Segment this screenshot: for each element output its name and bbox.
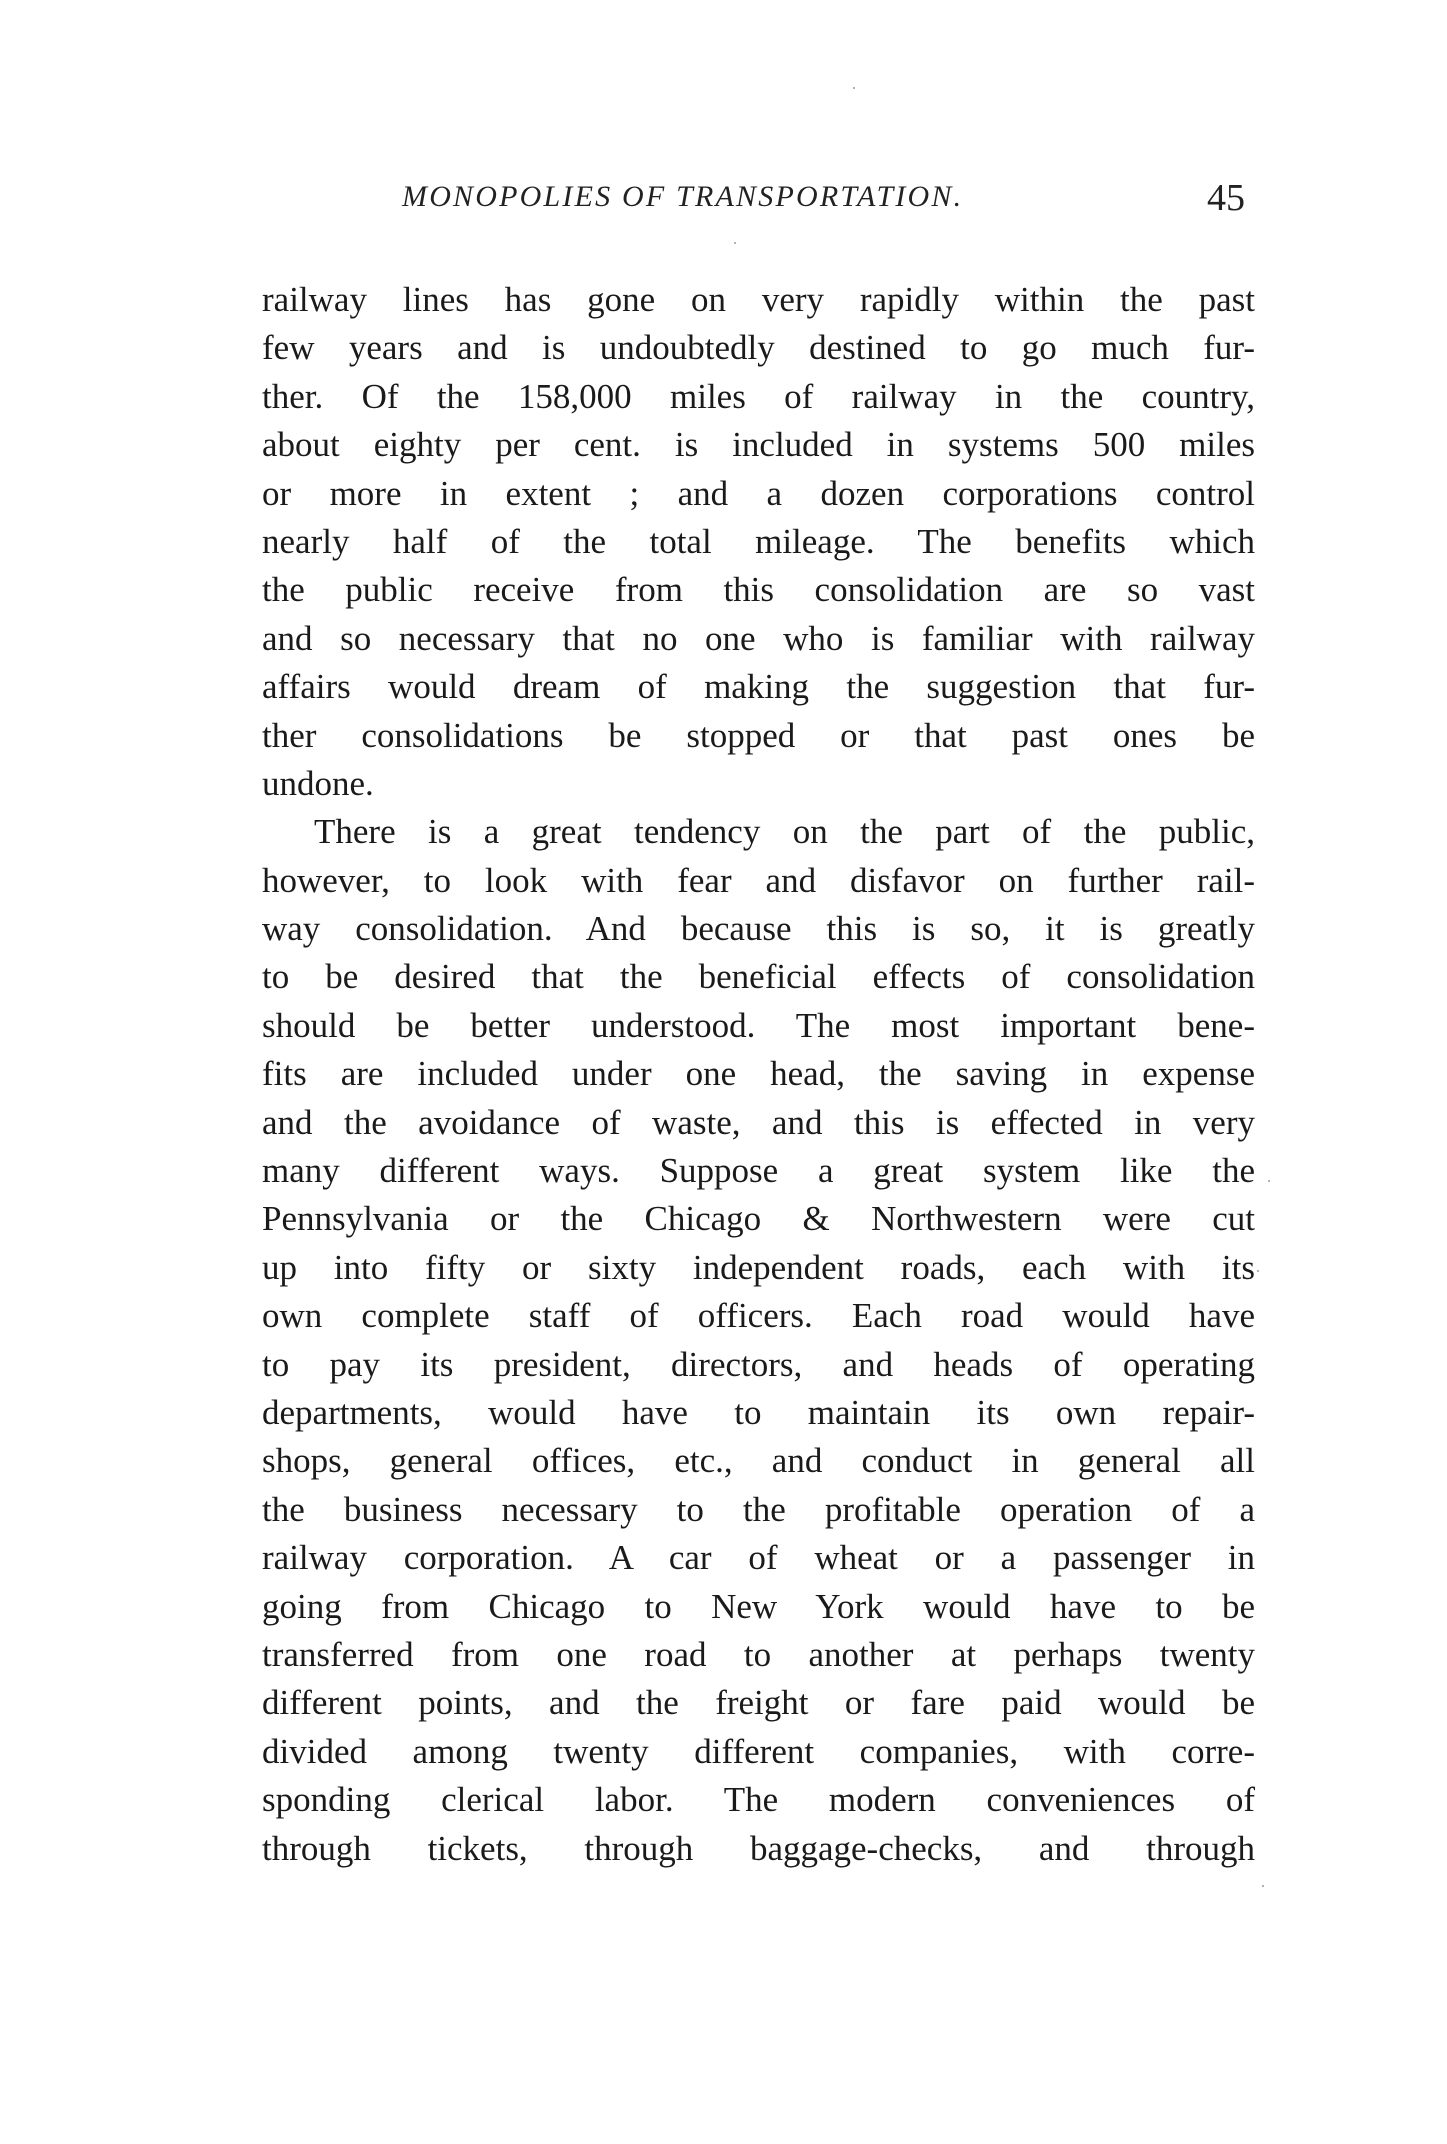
scan-speck xyxy=(853,87,855,89)
text-line: railway corporation. A car of wheat or a passenger in xyxy=(262,1538,1255,1578)
text-line: and so necessary that no one who is familiar with railway xyxy=(262,618,1255,658)
text-line: sponding clerical labor. The modern conveniences of xyxy=(262,1780,1255,1820)
text-line: many different ways. Suppose a great system like the xyxy=(262,1151,1255,1191)
text-line: to be desired that the beneficial effects of consolidation xyxy=(262,957,1255,997)
page-number: 45 xyxy=(1207,177,1245,219)
text-line: divided among twenty different companies, with corre- xyxy=(262,1731,1255,1771)
text-line: railway lines has gone on very rapidly within the past xyxy=(262,280,1255,319)
body-text xyxy=(262,276,1255,1873)
text-line: way consolidation. And because this is so, it is greatly xyxy=(262,909,1255,949)
paragraph-1 xyxy=(262,276,1255,808)
text-line: ther consolidations be stopped or that past ones be xyxy=(262,715,1255,755)
paragraph-2 xyxy=(262,808,1255,1873)
text-line: different points, and the freight or fare paid would be xyxy=(262,1683,1255,1723)
text-line: departments, would have to maintain its own repair- xyxy=(262,1392,1255,1432)
text-line: There is a great tendency on the part of the public, xyxy=(314,812,1255,852)
text-line: nearly half of the total mileage. The benefits which xyxy=(262,521,1255,561)
scan-speck xyxy=(1257,1270,1259,1272)
text-line: few years and is undoubtedly destined to go much fur- xyxy=(262,328,1255,368)
text-line: transferred from one road to another at perhaps twenty xyxy=(262,1634,1255,1674)
text-line: the public receive from this consolidation are so vast xyxy=(262,570,1255,610)
running-header xyxy=(262,172,1255,228)
text-line: Pennsylvania or the Chicago & Northwestern were cut xyxy=(262,1199,1255,1239)
scan-speck xyxy=(1262,1885,1264,1887)
text-line: the business necessary to the profitable operation of a xyxy=(262,1489,1255,1529)
text-line: should be better understood. The most important bene- xyxy=(262,1005,1255,1045)
text-line: ther. Of the 158,000 miles of railway in the country, xyxy=(262,376,1255,416)
text-line: fits are included under one head, the saving in expense xyxy=(262,1054,1255,1094)
text-line: up into fifty or sixty independent roads, each with its xyxy=(262,1247,1255,1287)
scan-speck xyxy=(734,242,736,244)
text-line: to pay its president, directors, and heads of operating xyxy=(262,1344,1255,1384)
running-title: MONOPOLIES OF TRANSPORTATION. xyxy=(402,180,964,213)
text-line: or more in extent ; and a dozen corporations control xyxy=(262,473,1255,513)
text-line: shops, general offices, etc., and conduct in general all xyxy=(262,1441,1255,1481)
text-line: and the avoidance of waste, and this is effected in very xyxy=(262,1102,1255,1142)
text-line: however, to look with fear and disfavor on further rail- xyxy=(262,860,1255,900)
text-line: affairs would dream of making the suggestion that fur- xyxy=(262,667,1255,707)
scan-speck xyxy=(1268,1180,1270,1182)
text-line: through tickets, through baggage-checks, and through xyxy=(262,1828,1255,1868)
text-line: own complete staff of officers. Each road would have xyxy=(262,1296,1255,1336)
text-line: going from Chicago to New York would have to be xyxy=(262,1586,1255,1626)
text-line: about eighty per cent. is included in systems 500 miles xyxy=(262,425,1255,465)
text-line: undone. xyxy=(262,763,374,803)
